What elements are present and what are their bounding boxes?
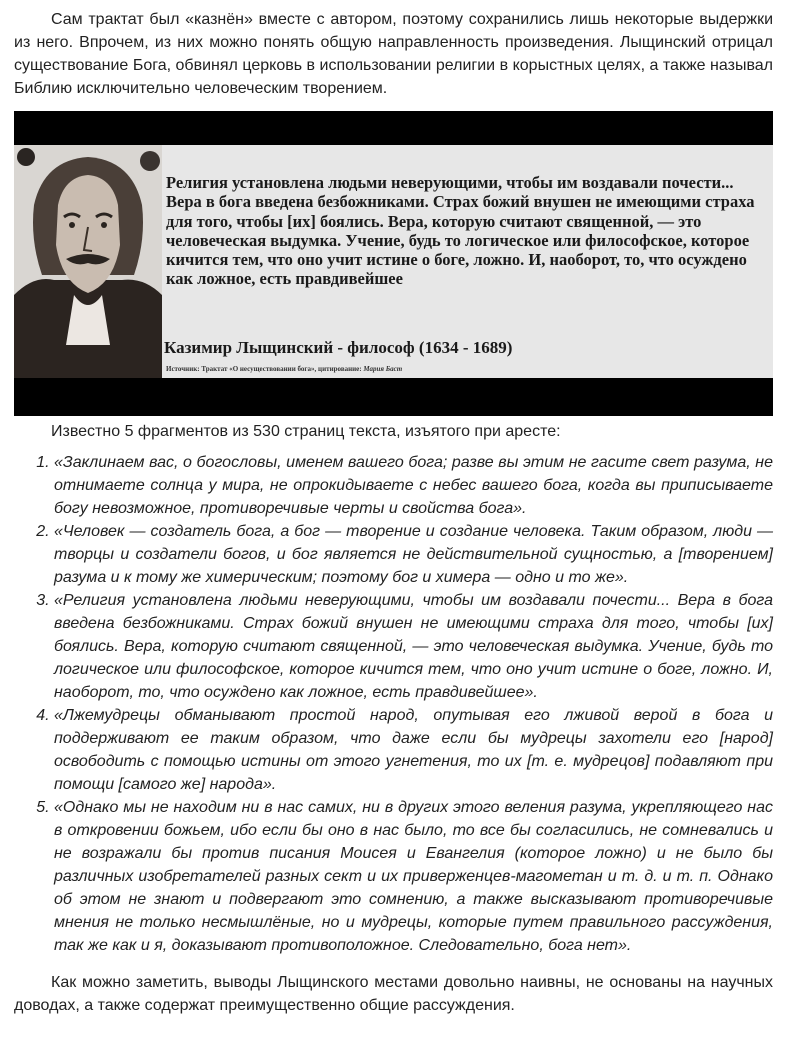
portrait-illustration (14, 145, 162, 378)
list-item: 1. «Заклинаем вас, о богословы, именем вашего бога; разве вы этим не гасите свет разума, не отнимаете солнца у мира, не опрокидываете с небес вашего бога, когда вы приписываете богу невозможное, противоречивые черты и свойства бога». (54, 451, 773, 520)
quote-text: Религия установлена людьми неверующими, чтобы им воздавали почести... Вера в бога введена безбожниками. Страх божий внушен не имеющими страха для того, чтобы [их] боялись. Вера, которую считают священной, — это человеческая выдумка. Учение, будь то логическое или философское, которое кичится тем, что оно учит истине о боге, ложно. И, наоборот, то, что осуждено как ложное, есть правдивейшее (166, 173, 755, 289)
fragments-list (14, 451, 773, 957)
list-item: 5. «Однако мы не находим ни в нас самих, ни в других этого веления разума, укрепляющего нас в откровении божьем, ибо если бы оно в нас было, то все бы согласились, не сомневались и не возражали бы против писания Моисея и Евангелия (которое ложно) и не было бы различных изобретателей разных сект и их приверженцев-магометан и т. д. и т. п. Однако об этом не знают и подвергают это сомнению, а также высказывают противоречивые мнения не только несмышлёные, но и мудрецы, которые путем правильного рассуждения, так же как и я, доказывают противоположное. Следовательно, бога нет». (54, 796, 773, 957)
source-label: Источник: Трактат «О несуществовании бога», цитирование: (166, 365, 364, 373)
source-author: Мария Баст (363, 365, 403, 373)
intro-paragraph: Сам трактат был «казнён» вместе с автором, поэтому сохранились лишь некоторые выдержки из него. Впрочем, из них можно понять общую направленность произведения. Лыщинский отрицал существование Бога, обвинял церковь в использовании религии в корыстных целях, а также называл Библию исключительно человеческим творением. (14, 11, 773, 97)
closing-paragraph: Как можно заметить, выводы Лыщинского местами довольно наивны, не основаны на научных доводах, а также содержат преимущественно общие рассуждения. (14, 974, 773, 1014)
list-item: 2. «Человек — создатель бога, а бог — творение и создание человека. Таким образом, люди — творцы и создатели богов, и бог является не действительной сущностью, а [творением] разума и к тому же химерическим; поэтому бог и химера — одно и то же». (54, 520, 773, 589)
list-item: 3. «Религия установлена людьми неверующими, чтобы им воздавали почести... Вера в бога введена безбожниками. Страх божий внушен не имеющими страха для того, чтобы [их] боялись. Вера, которую считают священной, — это человеческая выдумка. Учение, будь то логическое или философское, которое кичится тем, что оно учит истине о боге, ложно. И, наоборот, то, что осуждено как ложное, есть правдивейшее». (54, 589, 773, 704)
list-item: 4. «Лжемудрецы обманывают простой народ, опутывая его лживой верой в бога и поддерживают ее таким образом, что даже если бы мудрецы захотели его [народ] освободить с помощью истины от этого угнетения, то их [т. е. мудрецов] подавляют при помощи [самого же] народа». (54, 704, 773, 796)
quote-author: Казимир Лыщинский - философ (1634 - 1689) (164, 338, 513, 357)
fragments-intro: Известно 5 фрагментов из 530 страниц текста, изъятого при аресте: (51, 423, 561, 440)
quote-image (14, 111, 773, 416)
quote-source (166, 365, 766, 374)
quote-card (14, 145, 773, 378)
article-content (14, 8, 773, 1017)
